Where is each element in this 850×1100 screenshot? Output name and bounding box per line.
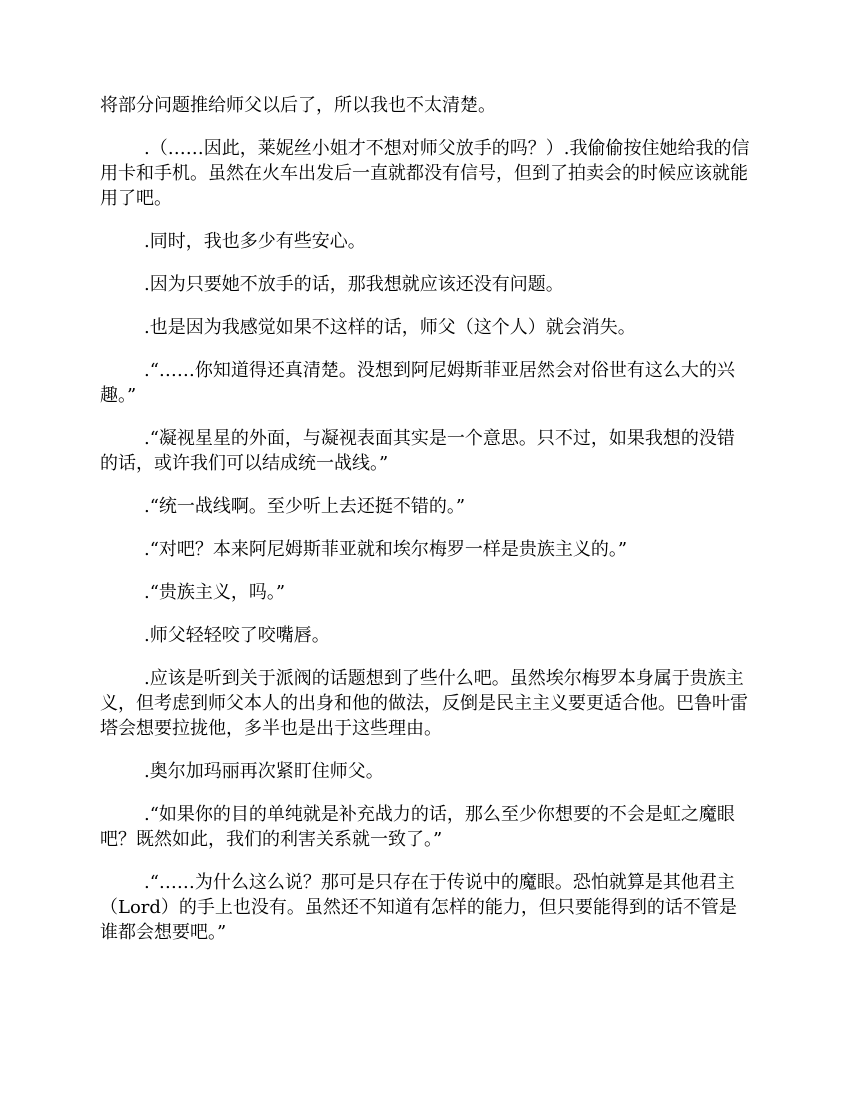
paragraph-9: .“贵族主义，吗。” [144, 582, 286, 603]
paragraph-3: .因为只要她不放手的话，那我想就应该还没有问题。 [144, 274, 564, 295]
paragraph-8: .“对吧？本来阿尼姆斯菲亚就和埃尔梅罗一样是贵族主义的。” [144, 539, 628, 560]
paragraph-11: .应该是听到关于派阀的话题想到了些什么吧。虽然埃尔梅罗本身属于贵族主义，但考虑到师父本人的出身和他的做法，反倒是民主主义要更适合他。巴鲁叶雷塔会想要拉拢他，多半也是出于这些理由。 [100, 668, 748, 739]
paragraph-2: .同时，我也多少有些安心。 [144, 231, 366, 252]
paragraph-7: .“统一战线啊。至少听上去还挺不错的。” [144, 496, 466, 517]
paragraph-5: .“……你知道得还真清楚。没想到阿尼姆斯菲亚居然会对俗世有这么大的兴趣。” [100, 360, 735, 406]
document-page [100, 93, 750, 963]
paragraph-14: .“……为什么这么说？那可是只存在于传说中的魔眼。恐怕就算是其他君主（Lord）的手上也没有。虽然还不知道有怎样的能力，但只要能得到的话不管是谁都会想要吧。” [100, 872, 737, 943]
paragraph-6: .“凝视星星的外面，与凝视表面其实是一个意思。只不过，如果我想的没错的话，或许我们可以结成统一战线。” [100, 428, 735, 474]
paragraph-1: .（……因此，莱妮丝小姐才不想对师父放手的吗？）.我偷偷按住她给我的信用卡和手机。虽然在火车出发后一直就都没有信号，但到了拍卖会的时候应该就能用了吧。 [100, 138, 750, 209]
paragraph-13: .“如果你的目的单纯就是补充战力的话，那么至少你想要的不会是虹之魔眼吧？既然如此，我们的利害关系就一致了。” [100, 804, 735, 850]
paragraph-4: .也是因为我感觉如果不这样的话，师父（这个人）就会消失。 [144, 317, 636, 338]
paragraph-0: 将部分问题推给师父以后了，所以我也不太清楚。 [100, 95, 496, 116]
paragraph-10: .师父轻轻咬了咬嘴唇。 [144, 625, 330, 646]
paragraph-12: .奥尔加玛丽再次紧盯住师父。 [144, 761, 384, 782]
